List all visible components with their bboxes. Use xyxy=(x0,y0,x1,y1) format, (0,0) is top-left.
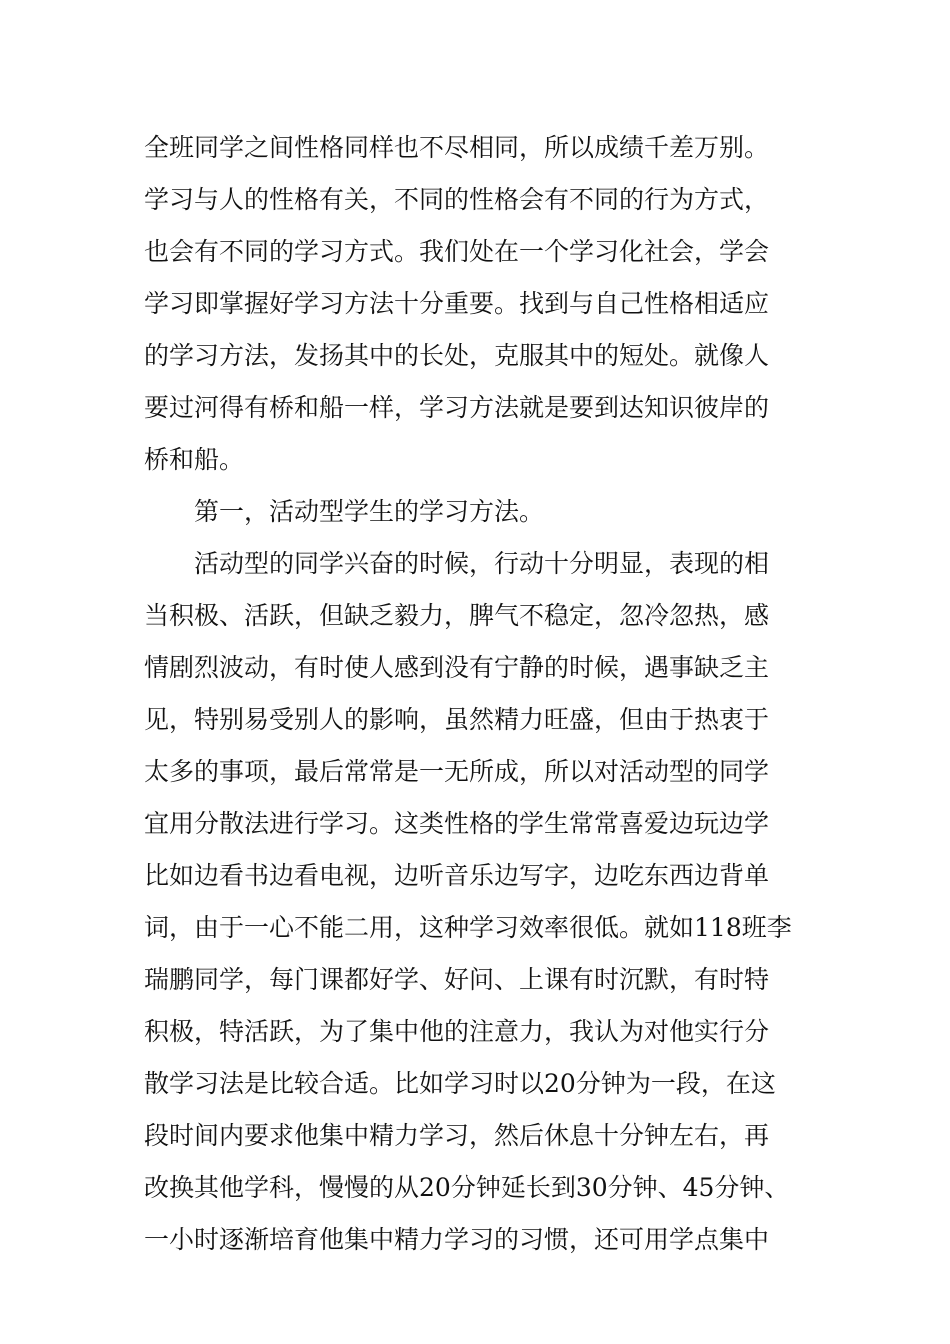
text-line: 也会有不同的学习方式。我们处在一个学习化社会，学会 xyxy=(144,237,770,266)
text-line: 学习即掌握好学习方法十分重要。找到与自己性格相适应 xyxy=(144,289,770,318)
text-line: 太多的事项，最后常常是一无所成，所以对活动型的同学 xyxy=(144,757,770,786)
text-line: 桥和船。 xyxy=(144,445,245,474)
body-text xyxy=(144,122,824,1266)
text-line: 词，由于一心不能二用，这种学习效率很低。就如118班李 xyxy=(144,913,792,942)
text-line: 活动型的同学兴奋的时候，行动十分明显，表现的相 xyxy=(194,549,770,578)
text-line: 学习与人的性格有关，不同的性格会有不同的行为方式， xyxy=(144,185,770,214)
text-line: 段时间内要求他集中精力学习，然后休息十分钟左右，再 xyxy=(144,1121,770,1150)
text-line: 全班同学之间性格同样也不尽相同，所以成绩千差万别。 xyxy=(144,133,770,162)
text-line: 的学习方法，发扬其中的长处，克服其中的短处。就像人 xyxy=(144,341,770,370)
text-line: 当积极、活跃，但缺乏毅力，脾气不稳定，忽冷忽热，感 xyxy=(144,601,770,630)
text-line: 改换其他学科，慢慢的从20分钟延长到30分钟、45分钟、 xyxy=(144,1173,790,1202)
text-line: 情剧烈波动，有时使人感到没有宁静的时候，遇事缺乏主 xyxy=(144,653,770,682)
text-line: 宜用分散法进行学习。这类性格的学生常常喜爱边玩边学 xyxy=(144,809,770,838)
text-line: 积极，特活跃，为了集中他的注意力，我认为对他实行分 xyxy=(144,1017,770,1046)
text-line: 散学习法是比较合适。比如学习时以20分钟为一段，在这 xyxy=(144,1069,776,1098)
text-line: 见，特别易受别人的影响，虽然精力旺盛，但由于热衷于 xyxy=(144,705,770,734)
text-line: 比如边看书边看电视，边听音乐边写字，边吃东西边背单 xyxy=(144,861,770,890)
section-heading: 第一，活动型学生的学习方法。 xyxy=(194,497,545,526)
text-line: 要过河得有桥和船一样，学习方法就是要到达知识彼岸的 xyxy=(144,393,770,422)
text-line: 瑞鹏同学，每门课都好学、好问、上课有时沉默，有时特 xyxy=(144,965,770,994)
text-line: 一小时逐渐培育他集中精力学习的习惯，还可用学点集中 xyxy=(144,1225,770,1254)
